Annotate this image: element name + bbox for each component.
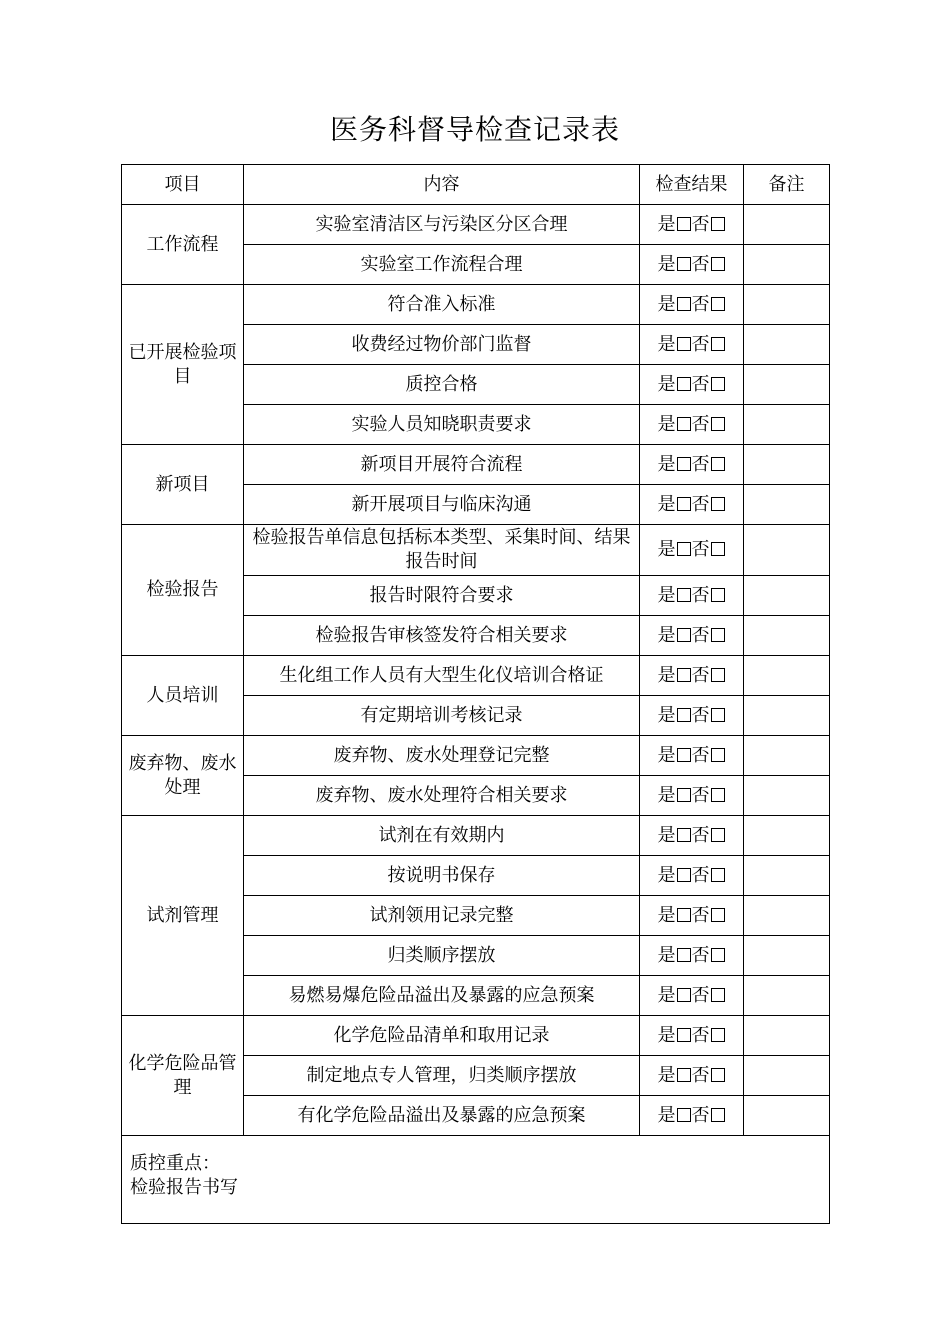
check-result (640, 365, 744, 405)
no-label: 否 (691, 904, 710, 926)
no-label: 否 (691, 864, 710, 886)
check-result (640, 485, 744, 525)
yes-checkbox[interactable] (677, 988, 691, 1002)
table-row (122, 656, 830, 696)
table-row (122, 525, 830, 576)
yes-checkbox[interactable] (677, 457, 691, 471)
notes-label: 质控重点： (130, 1153, 220, 1174)
remark-cell[interactable] (744, 1096, 830, 1136)
yes-label: 是 (657, 704, 676, 726)
check-result (640, 325, 744, 365)
item-content: 新项目开展符合流程 (244, 445, 640, 485)
table-row (122, 285, 830, 325)
check-result (640, 445, 744, 485)
remark-cell[interactable] (744, 485, 830, 525)
table-row (122, 816, 830, 856)
item-content: 检验报告单信息包括标本类型、采集时间、结果报告时间 (244, 525, 640, 576)
item-content: 试剂领用记录完整 (244, 896, 640, 936)
no-checkbox[interactable] (711, 668, 725, 682)
no-checkbox[interactable] (711, 297, 725, 311)
yes-label: 是 (657, 453, 676, 475)
table-row (122, 445, 830, 485)
remark-cell[interactable] (744, 405, 830, 445)
no-checkbox[interactable] (711, 497, 725, 511)
yes-checkbox[interactable] (677, 337, 691, 351)
yes-label: 是 (657, 373, 676, 395)
yes-label: 是 (657, 864, 676, 886)
remark-cell[interactable] (744, 816, 830, 856)
no-label: 否 (691, 493, 710, 515)
yes-label: 是 (657, 213, 676, 235)
item-content: 符合准入标准 (244, 285, 640, 325)
notes-text: 检验报告书写 (130, 1177, 238, 1198)
check-result (640, 856, 744, 896)
remark-cell[interactable] (744, 736, 830, 776)
remark-cell[interactable] (744, 245, 830, 285)
item-content: 试剂在有效期内 (244, 816, 640, 856)
no-checkbox[interactable] (711, 542, 725, 556)
remark-cell[interactable] (744, 1056, 830, 1096)
item-content: 按说明书保存 (244, 856, 640, 896)
check-result (640, 245, 744, 285)
no-checkbox[interactable] (711, 588, 725, 602)
remark-cell[interactable] (744, 616, 830, 656)
yes-label: 是 (657, 333, 676, 355)
check-result (640, 696, 744, 736)
yes-checkbox[interactable] (677, 868, 691, 882)
no-checkbox[interactable] (711, 417, 725, 431)
yes-label: 是 (657, 624, 676, 646)
yes-checkbox[interactable] (677, 788, 691, 802)
yes-checkbox[interactable] (677, 628, 691, 642)
no-label: 否 (691, 213, 710, 235)
no-checkbox[interactable] (711, 217, 725, 231)
section-name: 工作流程 (122, 205, 244, 285)
header-row (122, 165, 830, 205)
item-content: 化学危险品清单和取用记录 (244, 1016, 640, 1056)
table-row (122, 205, 830, 245)
no-checkbox[interactable] (711, 337, 725, 351)
remark-cell[interactable] (744, 325, 830, 365)
item-content: 制定地点专人管理，归类顺序摆放 (244, 1056, 640, 1096)
check-result (640, 936, 744, 976)
yes-label: 是 (657, 784, 676, 806)
yes-checkbox[interactable] (677, 708, 691, 722)
remark-cell[interactable] (744, 776, 830, 816)
table-row (122, 1016, 830, 1056)
item-content: 报告时限符合要求 (244, 576, 640, 616)
no-label: 否 (691, 984, 710, 1006)
item-content: 检验报告审核签发符合相关要求 (244, 616, 640, 656)
check-result (640, 736, 744, 776)
no-label: 否 (691, 453, 710, 475)
check-result (640, 405, 744, 445)
check-result (640, 525, 744, 576)
table-row (122, 736, 830, 776)
no-label: 否 (691, 413, 710, 435)
no-label: 否 (691, 704, 710, 726)
yes-checkbox[interactable] (677, 297, 691, 311)
check-result (640, 285, 744, 325)
no-label: 否 (691, 293, 710, 315)
notes-row (122, 1136, 830, 1224)
check-result (640, 656, 744, 696)
yes-label: 是 (657, 904, 676, 926)
no-checkbox[interactable] (711, 708, 725, 722)
check-result (640, 896, 744, 936)
check-result (640, 816, 744, 856)
remark-cell[interactable] (744, 445, 830, 485)
yes-checkbox[interactable] (677, 588, 691, 602)
no-label: 否 (691, 664, 710, 686)
yes-checkbox[interactable] (677, 908, 691, 922)
no-label: 否 (691, 584, 710, 606)
no-checkbox[interactable] (711, 908, 725, 922)
remark-cell[interactable] (744, 365, 830, 405)
document-title: 医务科督导检查记录表 (329, 113, 620, 146)
check-result (640, 205, 744, 245)
remark-cell[interactable] (744, 525, 830, 576)
header-remark: 备注 (744, 165, 830, 205)
no-checkbox[interactable] (711, 1028, 725, 1042)
item-content: 新开展项目与临床沟通 (244, 485, 640, 525)
no-label: 否 (691, 824, 710, 846)
no-label: 否 (691, 1064, 710, 1086)
header-content: 内容 (244, 165, 640, 205)
remark-cell[interactable] (744, 656, 830, 696)
yes-label: 是 (657, 413, 676, 435)
no-checkbox[interactable] (711, 948, 725, 962)
item-content: 实验人员知晓职责要求 (244, 405, 640, 445)
no-label: 否 (691, 1024, 710, 1046)
item-content: 易燃易爆危险品溢出及暴露的应急预案 (244, 976, 640, 1016)
section-name: 废弃物、废水处理 (122, 736, 244, 816)
item-content: 归类顺序摆放 (244, 936, 640, 976)
yes-label: 是 (657, 253, 676, 275)
section-name: 化学危险品管理 (122, 1016, 244, 1136)
item-content: 废弃物、废水处理登记完整 (244, 736, 640, 776)
remark-cell[interactable] (744, 896, 830, 936)
yes-label: 是 (657, 984, 676, 1006)
item-content: 质控合格 (244, 365, 640, 405)
yes-checkbox[interactable] (677, 668, 691, 682)
yes-label: 是 (657, 664, 676, 686)
check-result (640, 616, 744, 656)
no-checkbox[interactable] (711, 988, 725, 1002)
check-result (640, 1016, 744, 1056)
yes-checkbox[interactable] (677, 828, 691, 842)
yes-label: 是 (657, 944, 676, 966)
remark-cell[interactable] (744, 285, 830, 325)
yes-checkbox[interactable] (677, 748, 691, 762)
no-checkbox[interactable] (711, 1108, 725, 1122)
section-name: 新项目 (122, 445, 244, 525)
no-checkbox[interactable] (711, 748, 725, 762)
item-content: 收费经过物价部门监督 (244, 325, 640, 365)
no-label: 否 (691, 784, 710, 806)
remark-cell[interactable] (744, 1016, 830, 1056)
remark-cell[interactable] (744, 576, 830, 616)
yes-checkbox[interactable] (677, 1028, 691, 1042)
remark-cell[interactable] (744, 696, 830, 736)
no-checkbox[interactable] (711, 788, 725, 802)
item-content: 有化学危险品溢出及暴露的应急预案 (244, 1096, 640, 1136)
yes-label: 是 (657, 584, 676, 606)
header-result: 检查结果 (640, 165, 744, 205)
section-name: 人员培训 (122, 656, 244, 736)
record-body (122, 205, 830, 1136)
item-content: 废弃物、废水处理符合相关要求 (244, 776, 640, 816)
yes-label: 是 (657, 293, 676, 315)
item-content: 生化组工作人员有大型生化仪培训合格证 (244, 656, 640, 696)
no-label: 否 (691, 539, 710, 560)
header-item: 项目 (122, 165, 244, 205)
check-result (640, 576, 744, 616)
yes-label: 是 (657, 539, 676, 560)
no-checkbox[interactable] (711, 457, 725, 471)
yes-checkbox[interactable] (677, 542, 691, 556)
yes-checkbox[interactable] (677, 1068, 691, 1082)
section-name: 检验报告 (122, 525, 244, 656)
yes-label: 是 (657, 493, 676, 515)
check-result (640, 1056, 744, 1096)
remark-cell[interactable] (744, 976, 830, 1016)
remark-cell[interactable] (744, 936, 830, 976)
inspection-record-table (121, 164, 830, 1224)
remark-cell[interactable] (744, 856, 830, 896)
check-result (640, 976, 744, 1016)
yes-checkbox[interactable] (677, 948, 691, 962)
no-label: 否 (691, 373, 710, 395)
item-content: 实验室工作流程合理 (244, 245, 640, 285)
remark-cell[interactable] (744, 205, 830, 245)
yes-checkbox[interactable] (677, 497, 691, 511)
yes-label: 是 (657, 744, 676, 766)
item-content: 有定期培训考核记录 (244, 696, 640, 736)
no-label: 否 (691, 333, 710, 355)
no-label: 否 (691, 624, 710, 646)
yes-label: 是 (657, 1064, 676, 1086)
no-label: 否 (691, 253, 710, 275)
check-result (640, 776, 744, 816)
yes-checkbox[interactable] (677, 377, 691, 391)
no-label: 否 (691, 1104, 710, 1126)
section-name: 已开展检验项目 (122, 285, 244, 445)
yes-checkbox[interactable] (677, 217, 691, 231)
no-label: 否 (691, 944, 710, 966)
no-label: 否 (691, 744, 710, 766)
notes-cell (122, 1136, 830, 1224)
no-checkbox[interactable] (711, 377, 725, 391)
yes-checkbox[interactable] (677, 1108, 691, 1122)
no-checkbox[interactable] (711, 257, 725, 271)
no-checkbox[interactable] (711, 828, 725, 842)
yes-checkbox[interactable] (677, 417, 691, 431)
item-content: 实验室清洁区与污染区分区合理 (244, 205, 640, 245)
no-checkbox[interactable] (711, 628, 725, 642)
yes-label: 是 (657, 1104, 676, 1126)
yes-label: 是 (657, 1024, 676, 1046)
check-result (640, 1096, 744, 1136)
yes-label: 是 (657, 824, 676, 846)
yes-checkbox[interactable] (677, 257, 691, 271)
no-checkbox[interactable] (711, 1068, 725, 1082)
no-checkbox[interactable] (711, 868, 725, 882)
section-name: 试剂管理 (122, 816, 244, 1016)
